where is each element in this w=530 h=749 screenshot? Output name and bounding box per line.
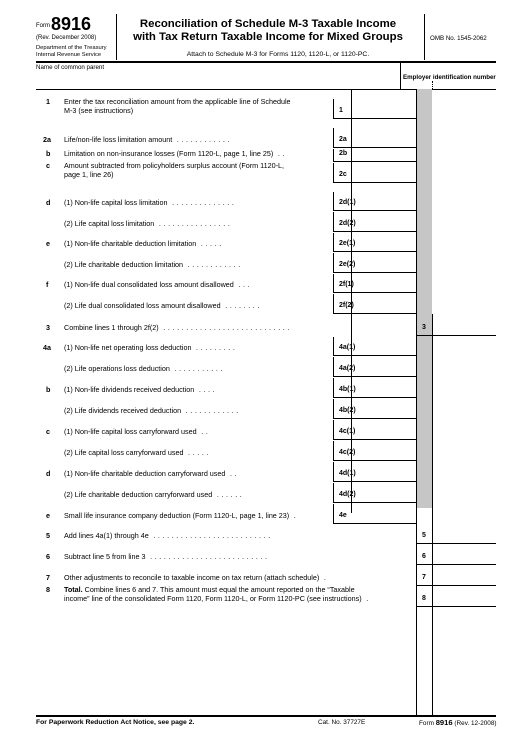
line-text — [64, 161, 284, 170]
box-label: 4a(2) — [339, 365, 356, 372]
line-number: e — [46, 511, 50, 520]
right-box-bottom-rule — [416, 335, 496, 336]
box-bottom-rule — [333, 231, 416, 232]
total-amount-input[interactable] — [433, 587, 495, 605]
leader-dots: ...... — [212, 490, 245, 499]
form-number: 8916 — [51, 14, 92, 34]
line-number: 3 — [46, 323, 50, 332]
line-text-content: (1) Non-life charitable deduction limitation — [64, 239, 197, 248]
leader-dots: ............ — [183, 260, 243, 269]
leader-dots: ........... — [169, 364, 226, 373]
line-text — [64, 219, 232, 228]
line-text-content: Subtract line 5 from line 3 — [64, 552, 146, 561]
outer-amount-left-line — [432, 314, 433, 715]
right-box-label: 5 — [422, 532, 426, 539]
line-text — [64, 260, 243, 269]
name-input-area[interactable] — [36, 70, 399, 88]
line-text — [64, 97, 291, 106]
box-label-divider — [333, 357, 334, 376]
box-label: 4e — [339, 512, 347, 519]
line-text-content: M-3 (see instructions) — [64, 106, 134, 115]
right-box-bottom-rule — [416, 606, 496, 607]
line-text — [64, 552, 270, 561]
leader-dots: ........ — [220, 301, 262, 310]
box-label: 1 — [339, 107, 343, 114]
box-label: 2d(2) — [339, 220, 356, 227]
amount-input[interactable] — [352, 462, 415, 480]
box-label: 2d(1) — [339, 199, 356, 206]
box-label: 2b — [339, 150, 348, 157]
amount-input[interactable] — [352, 337, 415, 354]
box-label: 2a — [339, 136, 347, 143]
header-rule — [36, 61, 496, 63]
box-bottom-rule — [333, 147, 416, 148]
title-line-2: with Tax Return Taxable Income for Mixed Groups — [133, 31, 403, 43]
leader-dots: .............. — [167, 198, 237, 207]
box-label-divider — [333, 149, 334, 161]
line-number: c — [46, 427, 50, 436]
revision-date: (Rev. December 2008) — [36, 35, 97, 41]
header-divider-left — [116, 14, 117, 60]
box-bottom-rule — [333, 292, 416, 293]
box-bottom-rule — [333, 210, 416, 211]
box-label-divider — [333, 128, 334, 147]
box-label-divider — [333, 233, 334, 251]
line-text-content: (2) Life charitable deduction carryforward used — [64, 490, 213, 499]
amount-input[interactable] — [352, 253, 415, 271]
box-label-divider — [333, 420, 334, 439]
box-label-divider — [333, 399, 334, 418]
box-label-divider — [333, 294, 334, 313]
leader-dots: ..... — [196, 239, 224, 248]
amount-input[interactable] — [352, 441, 415, 459]
line-number: 4a — [43, 343, 51, 352]
line-number: d — [46, 469, 51, 478]
leader-dots: .......................... — [148, 531, 273, 540]
footer-revision: (Rev. 12-2008) — [454, 720, 497, 727]
line-text-content: Other adjustments to reconcile to taxable income on tax return (attach schedule) — [64, 573, 320, 582]
box-label-divider — [333, 462, 334, 481]
amount-input[interactable] — [352, 163, 415, 181]
box-label-divider — [333, 212, 334, 231]
line-text-content: (1) Non-life dividends received deduction — [64, 385, 195, 394]
box-label-divider — [333, 163, 334, 182]
line-number: 2a — [43, 135, 51, 144]
total-amount-input[interactable] — [433, 524, 495, 542]
box-bottom-rule — [333, 182, 416, 183]
right-box-label: 7 — [422, 574, 426, 581]
line-text-content: Limitation on non-insurance losses (Form 1120-L, page 1, line 25) — [64, 149, 274, 158]
leader-dots: . — [289, 511, 299, 520]
line-number: e — [46, 239, 50, 248]
line-text — [64, 585, 355, 594]
name-label: Name of common parent — [36, 64, 105, 71]
line-text-content: (2) Life capital loss carryforward used — [64, 448, 184, 457]
line-text — [64, 198, 236, 207]
line-number: 1 — [46, 97, 50, 106]
box-label: 2c — [339, 171, 347, 178]
line-text-content: (2) Life dual consolidated loss amount disallowed — [64, 301, 221, 310]
box-label-divider — [333, 504, 334, 523]
box-bottom-rule — [333, 418, 416, 419]
leader-dots: ................ — [154, 219, 233, 228]
box-label-divider — [333, 192, 334, 210]
line-text-content: Add lines 4a(1) through 4e — [64, 531, 149, 540]
leader-dots: ......... — [191, 343, 238, 352]
line-text-content: Life/non-life loss limitation amount — [64, 135, 173, 144]
line-text-content: (1) Non-life net operating loss deduction — [64, 343, 192, 352]
amount-input[interactable] — [352, 274, 415, 291]
total-amount-input[interactable] — [433, 316, 495, 334]
line-text-content: (1) Non-life dual consolidated loss amount disallowed — [64, 280, 234, 289]
line-text — [64, 531, 273, 540]
footer-rule — [36, 715, 496, 717]
footer-form-number: 8916 — [435, 718, 453, 727]
agency: Internal Revenue Service — [36, 52, 102, 58]
line-text — [64, 301, 262, 310]
box-label: 4d(2) — [339, 491, 356, 498]
line-text — [64, 490, 244, 499]
box-bottom-rule — [333, 460, 416, 461]
line-number: f — [46, 280, 49, 289]
line-number: b — [46, 385, 51, 394]
line-text-content: income” line of the consolidated Form 1120, Form 1120-L, or Form 1120-PC (see instructions) — [64, 594, 362, 603]
catalog-number: Cat. No. 37727E — [318, 719, 366, 726]
amount-input[interactable] — [352, 233, 415, 250]
line-text — [64, 448, 211, 457]
box-bottom-rule — [333, 481, 416, 482]
line-text — [64, 343, 237, 352]
line-text — [64, 427, 210, 436]
line-text — [64, 573, 329, 582]
ein-label: Employer identification number — [403, 74, 496, 81]
line-text — [64, 323, 292, 332]
box-label-divider — [333, 483, 334, 502]
line-text — [64, 594, 371, 603]
right-box-bottom-rule — [416, 543, 496, 544]
leader-dots: .. — [225, 469, 240, 478]
line-text-content: (1) Non-life capital loss limitation — [64, 198, 168, 207]
line-text — [64, 135, 232, 144]
box-label: 4c(2) — [339, 449, 356, 456]
line-text — [64, 406, 241, 415]
right-box-label: 3 — [422, 324, 426, 331]
line-text-content: (1) Non-life capital loss carryforward used — [64, 427, 197, 436]
footer-form-word: Form — [419, 720, 434, 727]
box-label: 4b(2) — [339, 407, 356, 414]
leader-dots: ..... — [183, 448, 212, 457]
box-bottom-rule — [333, 313, 416, 314]
line-bold-lead: Total. — [64, 585, 83, 594]
line-text — [64, 385, 217, 394]
amount-input[interactable] — [352, 212, 415, 230]
box-bottom-rule — [333, 272, 416, 273]
box-label: 4d(1) — [339, 470, 356, 477]
box-label-divider — [333, 441, 334, 460]
box-label: 2e(1) — [339, 240, 356, 247]
department: Department of the Treasury — [36, 45, 107, 51]
box-bottom-rule — [333, 523, 416, 524]
leader-dots: .. — [196, 427, 211, 436]
line-text-content: (2) Life capital loss limitation — [64, 219, 155, 228]
right-box-bottom-rule — [416, 564, 496, 565]
line-text-content: Enter the tax reconciliation amount from the applicable line of Schedule — [64, 97, 291, 106]
right-box-bottom-rule — [416, 585, 496, 586]
form-word: Form — [36, 23, 50, 29]
line-text-content: (2) Life operations loss deduction — [64, 364, 170, 373]
ein-input-area[interactable] — [402, 81, 496, 89]
box-label: 2f(2) — [339, 302, 354, 309]
total-amount-input[interactable] — [433, 545, 495, 563]
line-text — [64, 469, 239, 478]
ein-divider — [400, 62, 401, 89]
amount-input[interactable] — [352, 483, 415, 501]
line-number: b — [46, 149, 51, 158]
box-bottom-rule — [333, 251, 416, 252]
box-label: 4b(1) — [339, 386, 356, 393]
line-text — [64, 239, 224, 248]
footer-form — [419, 718, 497, 728]
line-number: 6 — [46, 552, 50, 561]
leader-dots: .. — [273, 149, 288, 158]
line-text — [64, 280, 252, 289]
ein-separator — [432, 81, 433, 89]
box-label-divider — [333, 99, 334, 118]
box-label-divider — [333, 378, 334, 397]
line-number: d — [46, 198, 51, 207]
line-number: 5 — [46, 531, 50, 540]
leader-dots: .... — [194, 385, 218, 394]
box-label-divider — [333, 274, 334, 292]
line-text — [64, 364, 225, 373]
amount-input[interactable] — [352, 294, 415, 312]
box-bottom-rule — [333, 439, 416, 440]
box-bottom-rule — [333, 161, 416, 162]
amount-input[interactable] — [352, 504, 415, 522]
amount-input[interactable] — [352, 378, 415, 396]
line-text-content: Combine lines 6 and 7. This amount must equal the amount reported on the “Taxable — [84, 585, 355, 594]
line-text-content: (2) Life dividends received deduction — [64, 406, 182, 415]
amount-input[interactable] — [352, 357, 415, 375]
box-bottom-rule — [333, 118, 416, 119]
line-text-content: page 1, line 26) — [64, 170, 114, 179]
box-label: 2f(1) — [339, 281, 354, 288]
line-text-content: Combine lines 1 through 2f(2) — [64, 323, 159, 332]
box-label: 4c(1) — [339, 428, 356, 435]
line-number: 7 — [46, 573, 50, 582]
box-label-divider — [333, 253, 334, 272]
box-bottom-rule — [333, 376, 416, 377]
amount-input[interactable] — [352, 99, 415, 117]
box-label-divider — [333, 337, 334, 355]
leader-dots: ............................ — [158, 323, 292, 332]
box-bottom-rule — [333, 502, 416, 503]
line-number: c — [46, 161, 50, 170]
box-bottom-rule — [333, 355, 416, 356]
leader-dots: ............ — [181, 406, 241, 415]
line-text — [64, 170, 114, 179]
amount-input[interactable] — [352, 399, 415, 417]
leader-dots: ... — [233, 280, 253, 289]
attach-instruction: Attach to Schedule M-3 for Forms 1120, 1120-L, or 1120-PC. — [186, 51, 370, 58]
omb-number: OMB No. 1545-2062 — [430, 35, 487, 42]
line-text — [64, 149, 287, 158]
line-number: 8 — [46, 585, 50, 594]
box-label: 4a(1) — [339, 344, 356, 351]
amount-input[interactable] — [352, 149, 415, 160]
line-text-content: Amount subtracted from policyholders surplus account (Form 1120-L, — [64, 161, 284, 170]
paperwork-notice: For Paperwork Reduction Act Notice, see page 2. — [36, 719, 195, 726]
shade-left-line — [416, 89, 417, 715]
right-box-label: 6 — [422, 553, 426, 560]
leader-dots: .......................... — [145, 552, 270, 561]
box-label: 2e(2) — [339, 261, 356, 268]
amount-input[interactable] — [352, 128, 415, 146]
amount-input[interactable] — [352, 420, 415, 438]
leader-dots: . — [319, 573, 329, 582]
total-amount-input[interactable] — [433, 566, 495, 584]
line-text-content: Small life insurance company deduction (Form 1120-L, page 1, line 23) — [64, 511, 290, 520]
line-text — [64, 511, 298, 520]
right-box-label: 8 — [422, 595, 426, 602]
shaded-column — [416, 89, 432, 508]
box-bottom-rule — [333, 397, 416, 398]
line-text-content: (2) Life charitable deduction limitation — [64, 260, 184, 269]
title-line-1: Reconciliation of Schedule M-3 Taxable Income — [139, 18, 397, 30]
line-text-content: (1) Non-life charitable deduction carryforward used — [64, 469, 226, 478]
leader-dots: . — [361, 594, 371, 603]
amount-input[interactable] — [352, 192, 415, 209]
line-text — [64, 106, 133, 115]
leader-dots: ............ — [172, 135, 233, 144]
